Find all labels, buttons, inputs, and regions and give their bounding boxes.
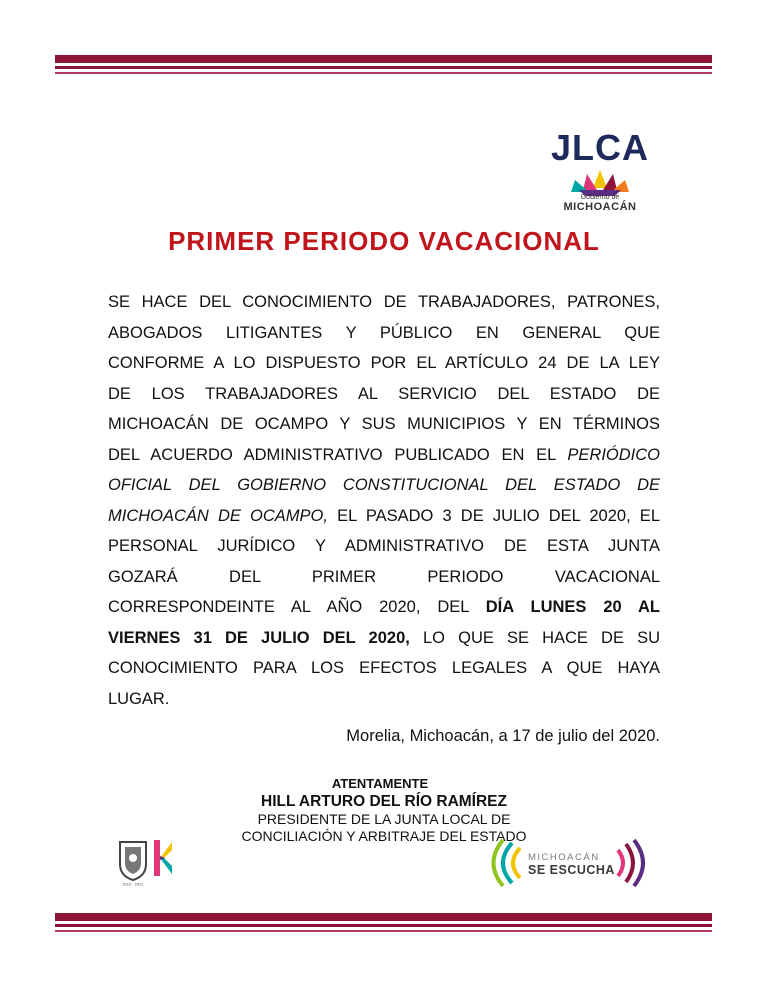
sound-waves-left-icon [490, 838, 526, 888]
body-line-10: GOZARÁ DEL PRIMER PERIODO VACACIONAL [108, 567, 660, 586]
body-line-2: ABOGADOS LITIGANTES Y PÚBLICO EN GENERAL QUE [108, 323, 660, 342]
body-line-4: DE LOS TRABAJADORES AL SERVICIO DEL ESTADO DE [108, 384, 660, 403]
seal-years: 2019 - 2021 [122, 881, 144, 886]
body-line-5: MICHOACÁN DE OCAMPO Y SUS MUNICIPIOS Y EN TÉRMINOS [108, 415, 660, 433]
body-line-13: CONOCIMIENTO PARA LOS EFECTOS LEGALES A QUE HAYA [108, 659, 660, 677]
body-line-6: DEL ACUERDO ADMINISTRATIVO PUBLICADO EN EL PERIÓDICO [108, 445, 660, 464]
notice-body [108, 287, 660, 714]
campaign-line-2: SE ESCUCHA [528, 863, 615, 877]
body-line-9: PERSONAL JURÍDICO Y ADMINISTRATIVO DE ESTA JUNTA [108, 537, 660, 555]
body-italic-periodico: PERIÓDICO [567, 445, 660, 464]
michoacan-se-escucha-logo [490, 838, 650, 888]
body-bold-dates-start: DÍA LUNES 20 AL [485, 598, 660, 616]
body-line-7: OFICIAL DEL GOBIERNO CONSTITUCIONAL DEL ESTADO DE [108, 476, 660, 494]
body-line-1: SE HACE DEL CONOCIMIENTO DE TRABAJADORES, PATRONES, [108, 293, 660, 311]
signatory-name: HILL ARTURO DEL RÍO RAMÍREZ [261, 793, 507, 810]
body-line-12: VIERNES 31 DE JULIO DEL 2020, LO QUE SE HACE DE SU [108, 628, 661, 647]
body-line-8: MICHOACÁN DE OCAMPO, EL PASADO 3 DE JULIO DEL 2020, EL [108, 506, 660, 525]
signatory-title-line-1: PRESIDENTE DE LA JUNTA LOCAL DE [257, 811, 511, 827]
page-title: PRIMER PERIODO VACACIONAL [168, 226, 600, 256]
body-line-14: LUGAR. [108, 689, 170, 708]
signature-closing: ATENTAMENTE [331, 776, 429, 791]
place-date: Morelia, Michoacán, a 17 de julio del 2020. [346, 727, 660, 745]
state-seal-icon [116, 838, 150, 886]
header-band [55, 55, 712, 74]
logo-michoacan: MICHOACÁN [563, 201, 637, 213]
logo-gobierno: Gobierno de [580, 194, 620, 201]
jlca-logo [548, 127, 652, 213]
footer-band [55, 913, 712, 932]
body-line-11: CORRESPONDEINTE AL AÑO 2020, DEL DÍA LUNES 20 AL [108, 598, 660, 616]
campaign-line-1: MICHOACÁN [528, 852, 600, 863]
sound-waves-right-icon [614, 838, 650, 888]
body-bold-dates-end: VIERNES 31 DE JULIO DEL 2020, [108, 628, 410, 647]
signatory-title-line-2: CONCILIACIÓN Y ARBITRAJE DEL ESTADO [241, 828, 527, 844]
signature-block [0, 776, 768, 845]
k-logo-icon [152, 838, 174, 878]
logo-text: JLCA [550, 127, 649, 168]
body-line-3: CONFORME A LO DISPUESTO POR EL ARTÍCULO 24 DE LA LEY [108, 354, 660, 372]
